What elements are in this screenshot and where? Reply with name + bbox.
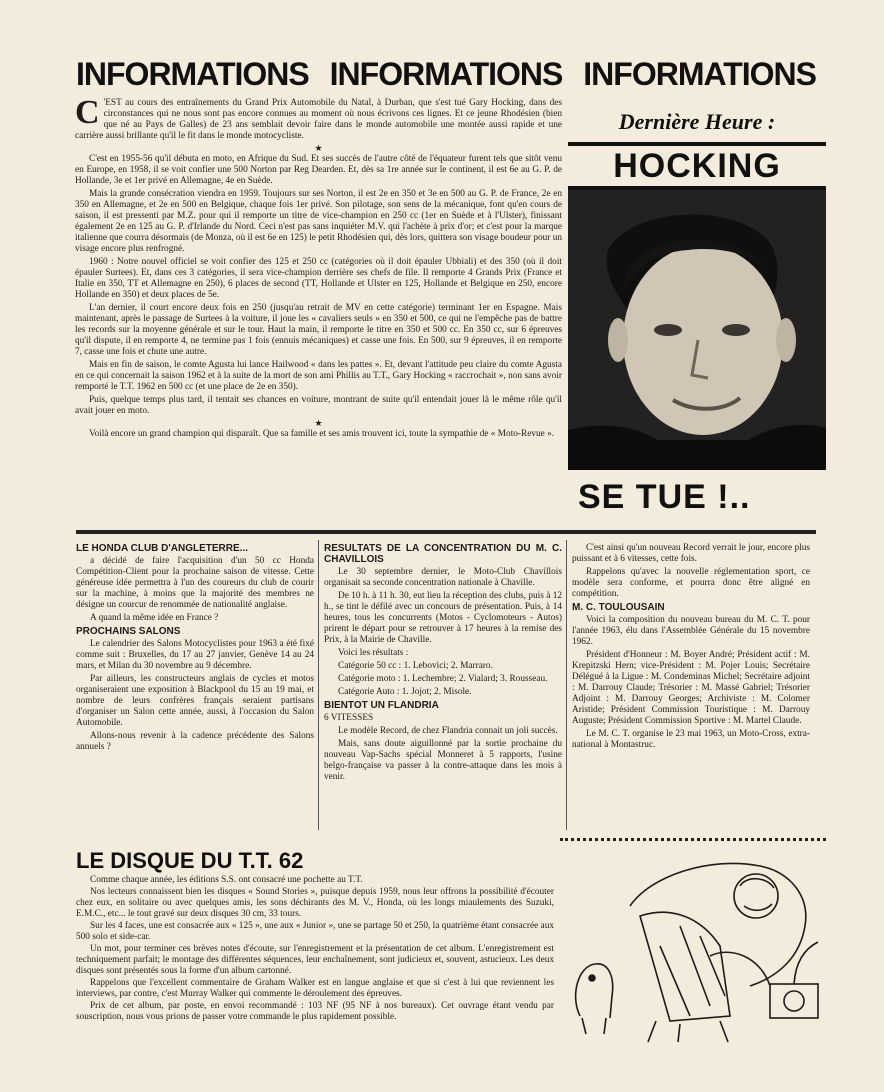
salons-paragraph-2: Par ailleurs, les constructeurs anglais de cycles et motos organiseraient une exposition à Blackpool du 15 au 19 mai, et nombre de leurs confrères français seraient partisans d'organiser un Salon cette année, aussi, à l'occasion du Salon Automobile.: [76, 674, 314, 728]
lead-paragraph-7: Puis, quelque temps plus tard, il tentait ses chances en voiture, montrant de suite qu'il entendait jouer là le même rôle qu'il avait jouer en moto.: [75, 395, 562, 416]
news-column-1: [76, 543, 314, 755]
flandria-paragraph-3: C'est ainsi qu'un nouveau Record verrait le jour, encore plus puissant et à 6 vitesses, cette fois.: [572, 543, 810, 564]
flandria-paragraph-1: Le modèle Record, de chez Flandria connait un joli succès.: [338, 726, 558, 736]
section-divider: [76, 530, 816, 534]
masthead-word-2: INFORMATIONS: [329, 55, 563, 92]
column-rule: [318, 540, 319, 830]
lead-paragraph-8: Voilà encore un grand champion qui disparaît. Que sa famille et ses amis trouvent ici, toute la sympathie de « Moto-Revue ».: [89, 429, 555, 439]
lead-paragraph-5: L'an dernier, il court encore deux fois en 250 (jusqu'au retrait de MV en cette catégorie) terminant 1er en Espagne. Mais maintenant, après le passage de Surtees à la voiture, il joue les « cavaliers seuls » en 350 et 500, ce qui ne l'empêche pas de battre les records sur la moyenne générale et sur le tour. Haut la main, il remporte le titre en 350 et 500 cc. En 350 cc, sur 6 épreuves qu'il dispute, il en remporte 4, ne termine pas 1 fois (ennuis mécaniques) et casse une fois. En 500, sur 9 épreuves, il en remporte 7, casse une fois et chute une autre.: [75, 303, 562, 357]
toulousain-paragraph-3: Le M. C. T. organise le 23 mai 1963, un Moto-Cross, extra-national à Montastruc.: [572, 729, 810, 750]
honda-club-title: LE HONDA CLUB D'ANGLETERRE...: [76, 543, 249, 554]
news-column-2: [324, 543, 562, 785]
separator-star-icon: ★: [314, 143, 323, 153]
honda-paragraph-1: a décidé de faire l'acquisition d'un 50 cc Honda Compétition-Client pour la prochaine saison de vitesse. Cette généreuse idée permettra à l'un des coureurs du club de courir sur la machine, à moins que la majorité des membres ne désigne un courcur de renommée de nationalité anglaise.: [76, 556, 314, 610]
portrait-photo-box: [568, 100, 826, 470]
disque-paragraph-1: Comme chaque année, les éditions S.S. ont consacré une pochette au T.T.: [90, 875, 363, 885]
disque-paragraph-5: Rappelons que l'excellent commentaire de Graham Walker est en langue anglaise et que si c'est à lui que reviennent les interviews, par contre, c'est Murray Walker qui commente le déroulement des épreuves.: [76, 978, 554, 999]
toulousain-title: M. C. TOULOUSAIN: [572, 602, 665, 613]
breaking-news-kicker: Dernière Heure :: [618, 109, 776, 134]
rider-portrait-photo: [568, 190, 826, 470]
separator-star-icon: ★: [314, 418, 323, 428]
rider-name: HOCKING: [613, 146, 781, 185]
lead-article: [75, 94, 562, 442]
salons-paragraph-3: Allons-nous revenir à la cadence précédente des Salons annuels ?: [76, 731, 314, 752]
masthead-word-3: INFORMATIONS: [583, 55, 816, 92]
lead-paragraph-4: 1960 : Notre nouvel officiel se voit confier des 125 et 250 cc (catégories où il doit épauler Ubbiali) et des 350 (où il doit épauler Surtees). Et, dans ces 3 catégories, il sera vice-champion derrière ses chefs de file. Il remporte 4 Grands Prix (France et Italie en 350, TT et Allemagne en 250), 6 places de second (TT, Hollande et Ulster en 125, Hollande et Belgique en 250, encore Hollande en 350) et deux places de 5e.: [75, 257, 562, 300]
drop-cap: C: [75, 94, 100, 131]
disque-paragraph-2: Nos lecteurs connaissent bien les disques « Sound Stories », puisque depuis 1959, nous leur offrons la possibilité d'écouter chez eux, en solitaire ou avec quelques amis, les sons déchirants des M. V., Honda, où les longs miaulements des Suzuki, E.M.C., etc... le tout gravé sur deux disques 30 cm, 33 tours.: [76, 887, 554, 919]
honda-paragraph-2: A quand la même idée en France ?: [90, 613, 219, 623]
disque-paragraph-4: Un mot, pour terminer ces brèves notes d'écoute, sur l'enregistrement et la présentation de cet album. L'enregistrement est techniquement parfait; le montage des différentes séquences, leur enchaînement, sont judicieux et, souvent, astucieux. Les deux disques sont présentés sous la forme d'un album cartonné.: [76, 944, 554, 976]
salons-paragraph-1: Le calendrier des Salons Motocyclistes pour 1963 a été fixé comme suit : Bruxelles, du 17 au 27 janvier, Genève 14 au 24 mars, et Milan du 30 novembre au 9 décembre.: [76, 639, 314, 671]
disque-paragraph-3: Sur les 4 faces, une est consacrée aux « 125 », une aux « Junior », une se partage 50 et 250, la quatrième étant consacrée aux 500 solo et side-car.: [76, 921, 554, 942]
flandria-paragraph-4: Rappelons qu'avec la nouvelle réglementation sport, ce modèle sera conforme, et pourra donc être aligné en compétition.: [572, 567, 810, 599]
disque-title: LE DISQUE DU T.T. 62: [76, 848, 304, 873]
masthead-word-1: INFORMATIONS: [76, 55, 309, 92]
chavillois-paragraph-2: De 10 h. à 11 h. 30, eut lieu la réception des clubs, puis à 12 h., se tint le défilé avec un concours de présentation. Puis, à 14 heures, tous les concurrents (Motos - Cyclomoteurs - Autos) prirent le départ pour se retrouver à 17 heures à la remise des Prix, à la Mairie de Chaville.: [324, 591, 562, 645]
chavillois-paragraph-3: Voici les résultats :: [338, 648, 409, 658]
lead-paragraph-3: Mais la grande consécration viendra en 1959. Toujours sur ses Norton, il est 2e en 350 et 3e en 500 au G. P. de France, 2e en 350 en Allemagne, et 2e en 500 en Belgique, chaque fois 1er privé. Son pilotage, son sens de la mécanique, font qu'en cours de saison, il est pressenti par M.Z. pour qui il remporte un titre de vice-champion en 250 cc (1er en Suède et à l'Ulster), finissant également 2e en 125 au G. P. d'Irlande du Nord. Ceci n'est pas sans inquiéter M.V. qui l'achète à prix d'or; et c'est pour la marque italienne que courra désormais (de Monza, où il est 6e en 125) le petit Rhodésien qui, dès lors, quittera son visage boudeur pour un visage encore plus renfrogné.: [75, 189, 562, 254]
breaking-news-header: [568, 100, 826, 144]
chavillois-paragraph-6: Catégorie Auto : 1. Jojot; 2. Misole.: [338, 687, 472, 697]
name-banner: [568, 142, 826, 190]
flandria-subtitle: 6 VITESSES: [324, 713, 374, 723]
dotted-divider: [560, 838, 826, 841]
salons-title: PROCHAINS SALONS: [76, 626, 181, 637]
chavillois-title: RESULTATS DE LA CONCENTRATION DU M. C. CHAVILLOIS: [324, 543, 562, 565]
disque-paragraph-6: Prix de cet album, par poste, en envoi recommandé : 103 NF (95 NF à nos bureaux). Cet ouvrage étant vendu par souscription, nous vous prions de passer votre commande le plus rapidement possible.: [76, 1001, 554, 1022]
chavillois-paragraph-1: Le 30 septembre dernier, le Moto-Club Chavillois organisait sa seconde concentration nationale à Chaville.: [324, 567, 562, 588]
chavillois-paragraph-4: Catégorie 50 cc : 1. Lebovici; 2. Marraro.: [338, 661, 493, 671]
lead-paragraph-2: C'est en 1955-56 qu'il débuta en moto, en Afrique du Sud. Et ses succès de l'autre côté de l'équateur furent tels que sitôt venu en Europe, en 1958, il se voit confier une 500 Norton par Reg Dearden. Et, dès sa 1re année sur le continent, il est 6e au G. P. de Hollande, 3e et 1er privé en Allemagne, 4e en Suède.: [75, 154, 562, 186]
flandria-title: BIENTOT UN FLANDRIA: [324, 700, 439, 711]
news-column-3: [572, 543, 810, 753]
lead-paragraph-6: Mais en fin de saison, le comte Agusta lui lance Hailwood « dans les pattes ». Et, devant l'attitude peu claire du comte Agusta en ce qui concernait la saison 1962 et à la suite de la mort de son ami Phillis au T.T., Gary Hocking « raccrochait », non sans avoir remporté le T.T. 1962 en 500 cc (et une place de 2e en 350).: [75, 360, 562, 392]
column-rule: [566, 540, 567, 830]
lead-paragraph-1: C 'EST au cours des entraînements du Grand Prix Automobile du Natal, à Durban, que s'est tué Gary Hocking, dans des circonstances qui ne nous sont pas encore connues au moment où nous écrivons ces lignes. Et ce jeune Rhodésien (bien que né au Pays de Galles) de 23 ans semblait devoir faire dans le monde automobile une montée aussi rapide et une carrière aussi brillante qu'il le fit dans le monde motocycliste.: [75, 94, 562, 141]
flandria-paragraph-2: Mais, sans doute aiguillonné par la sortie prochaine du nouveau Vap-Sachs spécial Monneret à 5 rapports, l'usine belgo-française va passer à la contre-attaque dans les mois à venir.: [324, 739, 562, 782]
gramophone-cartoon-illustration: [560, 846, 828, 1046]
masthead: [76, 52, 816, 96]
disque-article: [76, 875, 554, 1024]
chavillois-paragraph-5: Catégorie moto : 1. Lechembre; 2. Vialard; 3. Rousseau.: [338, 674, 548, 684]
toulousain-paragraph-2: Président d'Honneur : M. Boyer André; Président actif : M. Krepitzski Hern; vice-Président : M. Pojer Louis; Secrétaire Délégué à la Ligue : M. Condeminas Michel; Secrétaire adjoint : M. Darrouy Claude; Trésorier : M. Massé Gabriel; Trésorier Adjoint : M. Darrouy Georges; Archiviste : M. Colomer Aristide; Président Commission Touristique : M. Darrouy Auguste; Président Commission Sportive : M. Martel Claude.: [572, 650, 810, 726]
toulousain-paragraph-1: Voici la composition du nouveau bureau du M. C. T. pour l'année 1963, élu dans l'Assemblée Générale du 15 novembre 1962.: [572, 615, 810, 647]
headline-se-tue: SE TUE !..: [578, 478, 751, 516]
